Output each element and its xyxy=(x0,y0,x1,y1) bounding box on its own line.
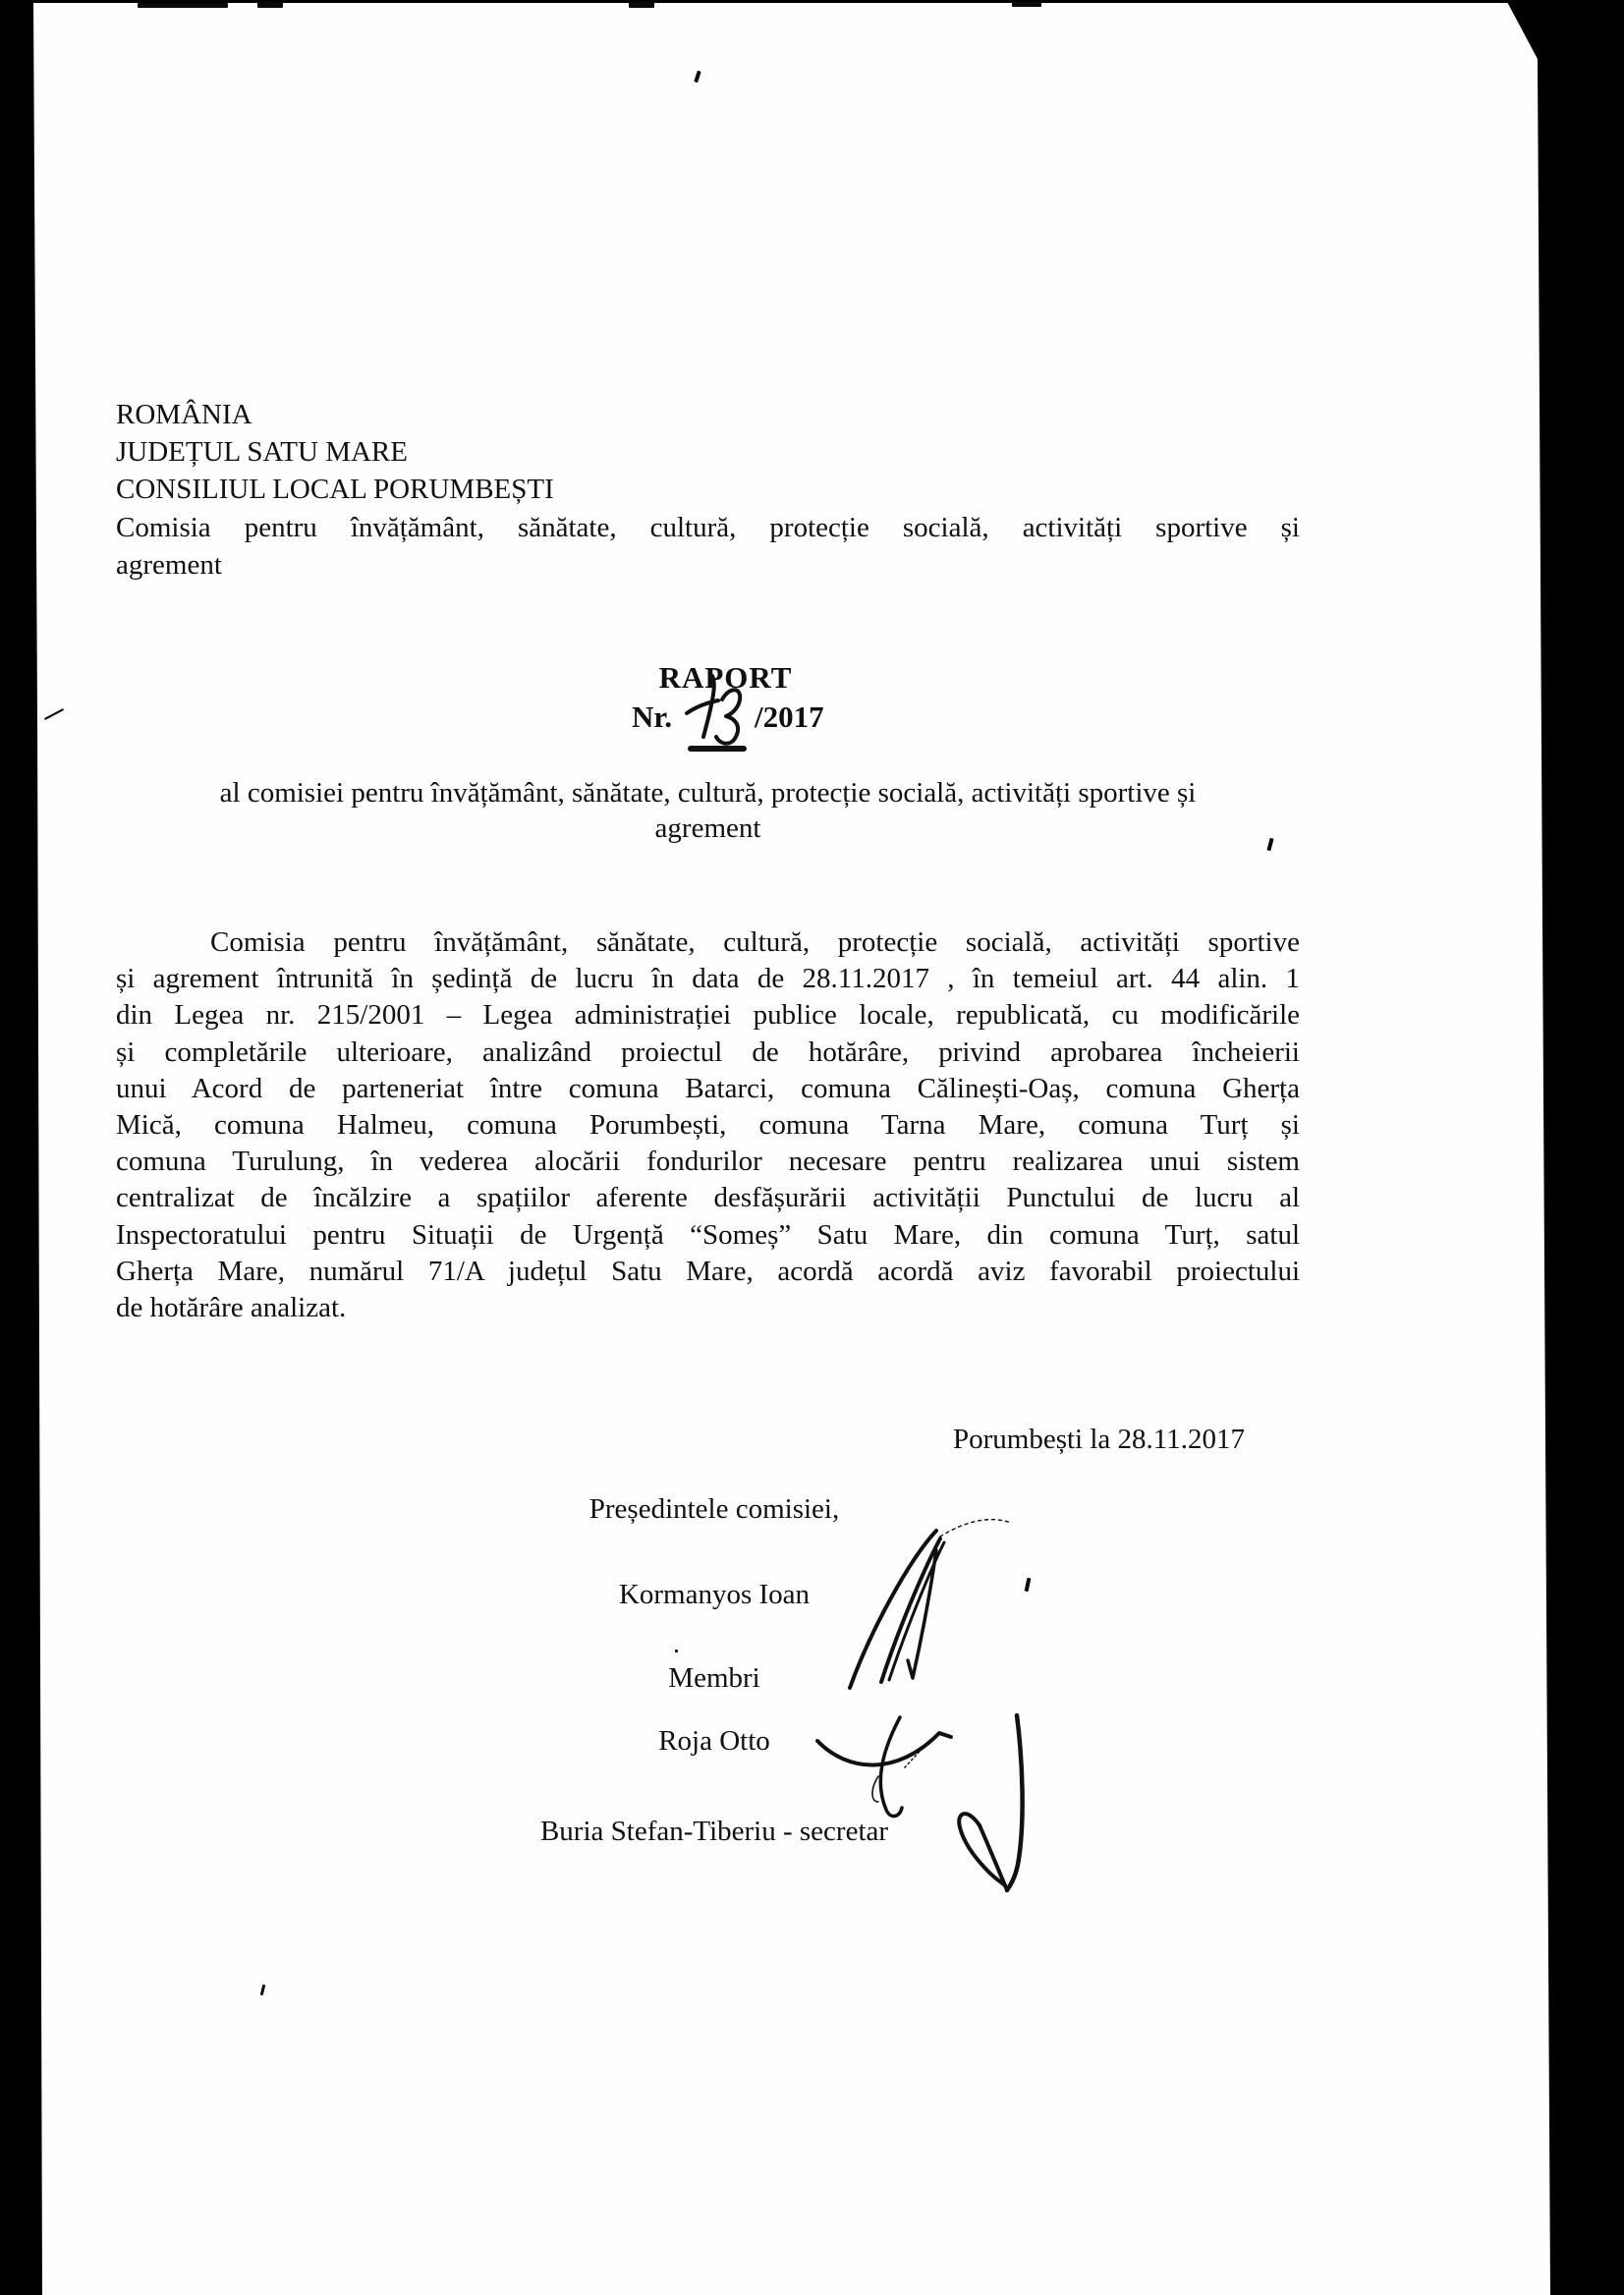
paragraph-line: centralizat de încălzire a spațiilor aferente desfășurării activității Punctului de lucru al xyxy=(116,1182,1300,1214)
paragraph-line: unui Acord de parteneriat între comuna Batarci, comuna Călinești-Oaș, comuna Gherța xyxy=(116,1072,1300,1104)
body-paragraph xyxy=(116,924,1300,1326)
paragraph-line: din Legea nr. 215/2001 – Legea administrației publice locale, republicată, cu modificările xyxy=(116,999,1300,1032)
paragraph-line: comuna Turulung, în vederea alocării fondurilor necesare pentru realizarea unui sistem xyxy=(116,1146,1300,1178)
paragraph-line: Mică, comuna Halmeu, comuna Porumbești, comuna Tarna Mare, comuna Turț și xyxy=(116,1108,1300,1141)
scan-band-right xyxy=(1493,0,1624,2295)
scan-band-left xyxy=(0,0,45,2295)
header-county: JUDEȚUL SATU MARE xyxy=(116,436,408,468)
president-name: Kormanyos Ioan xyxy=(618,1579,811,1610)
scan-mark xyxy=(257,2,283,8)
ink-speck xyxy=(44,708,64,720)
paragraph-line: Gherța Mare, numărul 71/A județul Satu Mare, acordă acordă aviz favorabil proiectului xyxy=(116,1255,1300,1287)
handwritten-number xyxy=(685,674,748,755)
ink-speck xyxy=(675,1650,678,1652)
members-label: Membri xyxy=(668,1662,760,1694)
report-title: RAPORT xyxy=(658,660,793,695)
member-name-roja: Roja Otto xyxy=(658,1725,770,1757)
header-council: CONSILIUL LOCAL PORUMBEȘTI xyxy=(116,474,554,505)
ink-speck xyxy=(694,71,701,84)
ink-speck xyxy=(260,1985,266,1995)
paragraph-line: Inspectoratului pentru Situații de Urgență “Someș” Satu Mare, din comuna Turț, satul xyxy=(116,1218,1300,1251)
report-number-prefix: Nr. xyxy=(632,700,673,734)
president-label: Președintele comisiei, xyxy=(588,1493,840,1525)
dateline: Porumbești la 28.11.2017 xyxy=(953,1424,1245,1455)
scan-mark xyxy=(138,3,228,8)
paragraph-line: și agrement întrunită în ședință de lucru în data de 28.11.2017 , în temeiul art. 44 alin. 1 xyxy=(116,963,1300,995)
signature-buria-icon xyxy=(938,1709,1036,1906)
subtitle-line1: al comisiei pentru învățământ, sănătate, cultură, protecție socială, activități sportive și xyxy=(219,777,1197,809)
header-country: ROMÂNIA xyxy=(116,399,252,430)
scan-edge-top xyxy=(0,0,1624,3)
scan-mark xyxy=(1012,2,1041,7)
paragraph-line: Comisia pentru învățământ, sănătate, cultură, protecție socială, activități sportive xyxy=(210,926,1300,958)
header-commission-line1: Comisia pentru învățământ, sănătate, cultură, protecție socială, activități sportive și xyxy=(116,512,1300,543)
member-name-buria: Buria Stefan-Tiberiu - secretar xyxy=(539,1816,889,1847)
header-commission-line2: agrement xyxy=(116,549,222,581)
report-number-suffix: /2017 xyxy=(755,700,824,734)
signature-president-icon xyxy=(840,1513,1017,1695)
signature-roja-icon xyxy=(813,1711,956,1824)
paragraph-line: de hotărâre analizat. xyxy=(116,1291,347,1323)
paragraph-line: și completările ulterioare, analizând proiectul de hotărâre, privind aprobarea încheierii xyxy=(116,1036,1300,1068)
scan-mark xyxy=(629,2,654,8)
subtitle-line2: agrement xyxy=(654,812,761,844)
